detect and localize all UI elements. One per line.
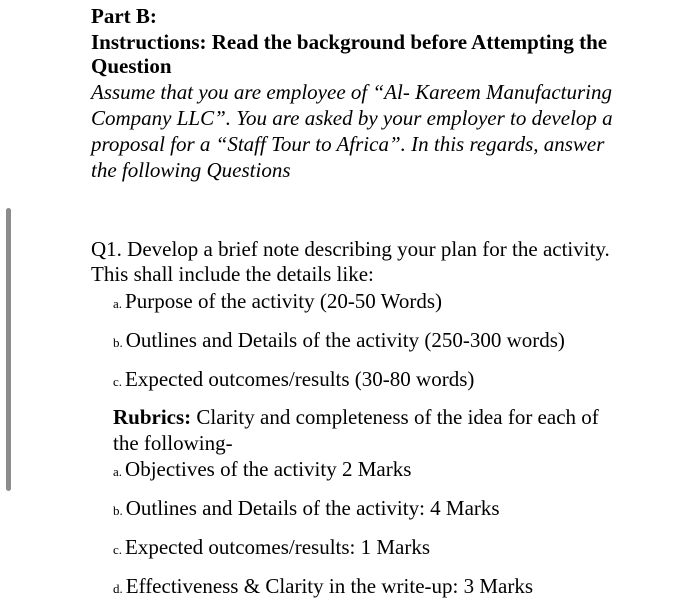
list-item-text: Expected outcomes/results (30-80 words) <box>125 367 475 391</box>
list-marker: b. <box>113 503 123 518</box>
list-item-text: Effectiveness & Clarity in the write-up: 3 Marks <box>125 574 534 598</box>
background-line-4: the following Questions <box>91 158 291 182</box>
rubric-item-a <box>113 457 411 484</box>
list-item-text: Outlines and Details of the activity: 4 Marks <box>125 496 500 520</box>
part-title: Part B: <box>91 4 157 28</box>
list-item-text: Expected outcomes/results: 1 Marks <box>125 535 431 559</box>
list-marker: a. <box>113 296 123 311</box>
list-marker: c. <box>113 374 123 389</box>
rubrics-line-1 <box>113 405 599 429</box>
rubric-item-b <box>113 496 500 523</box>
background-line-1: Assume that you are employee of “Al- Kareem Manufacturing <box>91 80 613 104</box>
instructions-line-2: Question <box>91 54 172 78</box>
rubric-item-c <box>113 535 430 562</box>
rubrics-text: Clarity and completeness of the idea for each of <box>191 405 599 429</box>
q1-item-a <box>113 289 442 316</box>
background-line-2: Company LLC”. You are asked by your employer to develop a <box>91 106 613 130</box>
list-marker: c. <box>113 542 123 557</box>
list-item-text: Objectives of the activity 2 Marks <box>125 457 412 481</box>
q1-item-b <box>113 328 565 355</box>
list-item-text: Outlines and Details of the activity (250-300 words) <box>125 328 565 352</box>
q1-line-2: This shall include the details like: <box>91 262 374 286</box>
rubrics-label: Rubrics: <box>113 405 192 429</box>
list-marker: a. <box>113 464 123 479</box>
background-line-3: proposal for a “Staff Tour to Africa”. In this regards, answer <box>91 132 605 156</box>
q1-line-1: Q1. Develop a brief note describing your plan for the activity. <box>91 237 610 261</box>
q1-item-c <box>113 367 474 394</box>
rubric-item-d <box>113 574 533 601</box>
rubrics-line-2: the following- <box>113 431 233 455</box>
instructions-line-1: Instructions: Read the background before Attempting the <box>91 30 608 54</box>
scrollbar[interactable] <box>6 208 11 491</box>
list-marker: d. <box>113 581 123 596</box>
list-item-text: Purpose of the activity (20-50 Words) <box>125 289 442 313</box>
list-marker: b. <box>113 335 123 350</box>
